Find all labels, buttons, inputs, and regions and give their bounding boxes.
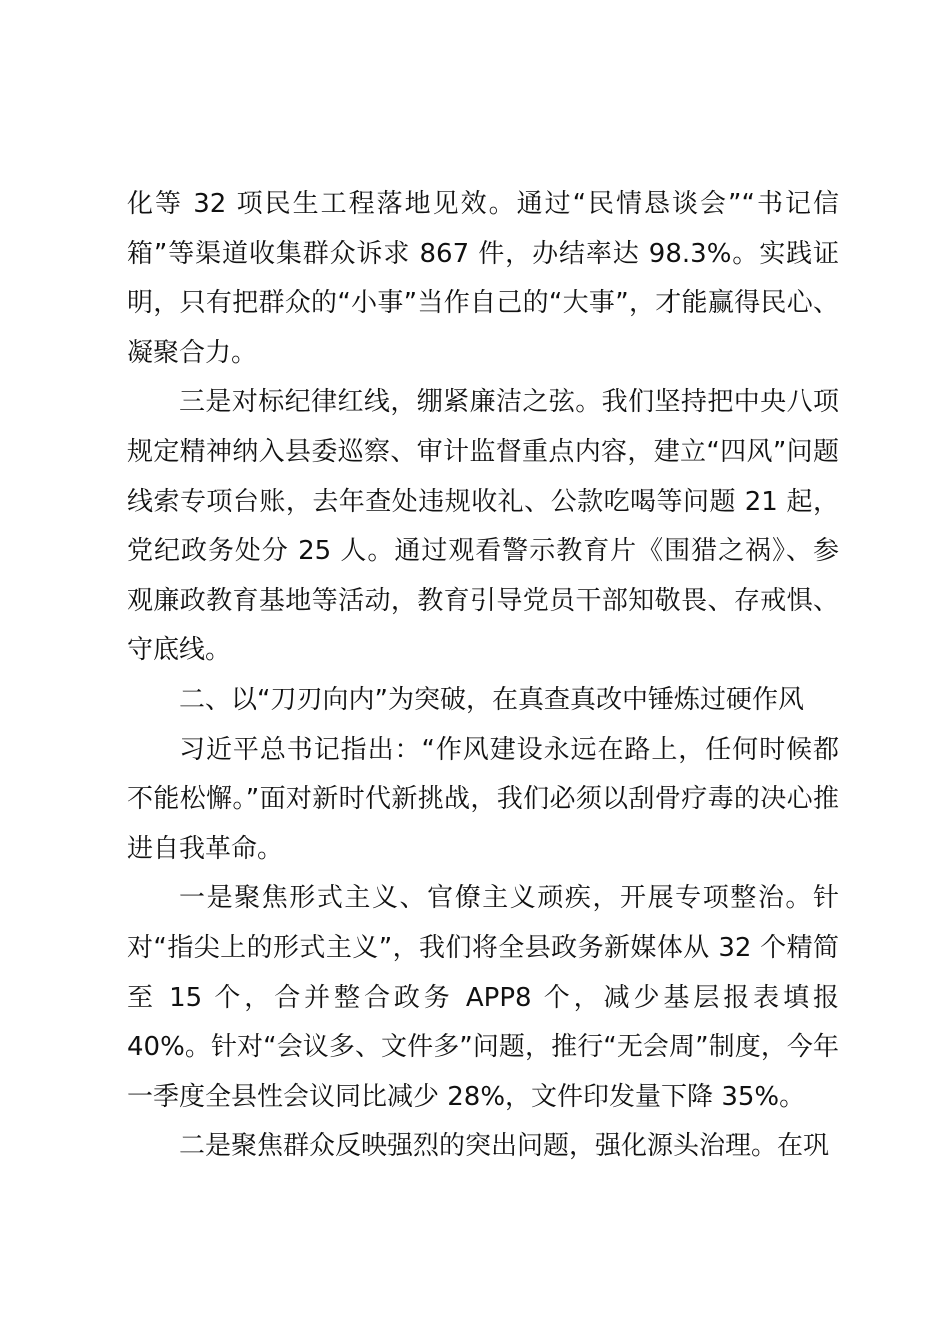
document-body bbox=[127, 180, 839, 1172]
paragraph-quote: 习近平总书记指出：“作风建设永远在路上，任何时候都不能松懈。”面对新时代新挑战，我们必须以刮骨疗毒的决心推进自我革命。 bbox=[127, 734, 839, 864]
paragraph-continuation: 化等 32 项民生工程落地见效。通过“民情恳谈会”“书记信箱”等渠道收集群众诉求 867 件，办结率达 98.3%。实践证明，只有把群众的“小事”当作自己的“大事”，才能赢得民心、凝聚合力。 bbox=[127, 189, 839, 368]
section-heading: 二、以“刀刃向内”为突破，在真查真改中锤炼过硬作风 bbox=[179, 684, 804, 715]
paragraph-discipline: 三是对标纪律红线，绷紧廉洁之弦。我们坚持把中央八项规定精神纳入县委巡察、审计监督重点内容，建立“四风”问题线索专项台账，去年查处违规收礼、公款吃喝等问题 21 起，党纪政务处分 25 人。通过观看警示教育片《围猎之祸》、参观廉政教育基地等活动，教育引导党员干部知敬畏、存戒惧、守底线。 bbox=[127, 387, 839, 666]
paragraph-grassroots: 二是聚焦群众反映强烈的突出问题，强化源头治理。在巩 bbox=[179, 1131, 830, 1162]
paragraph-formalism: 一是聚焦形式主义、官僚主义顽疾，开展专项整治。针对“指尖上的形式主义”，我们将全县政务新媒体从 32 个精简至 15 个，合并整合政务 APP8 个，减少基层报表填报 40%。针对“会议多、文件多”问题，推行“无会周”制度，今年一季度全县性会议同比减少 28%，文件印发量下降 35%。 bbox=[127, 883, 839, 1112]
